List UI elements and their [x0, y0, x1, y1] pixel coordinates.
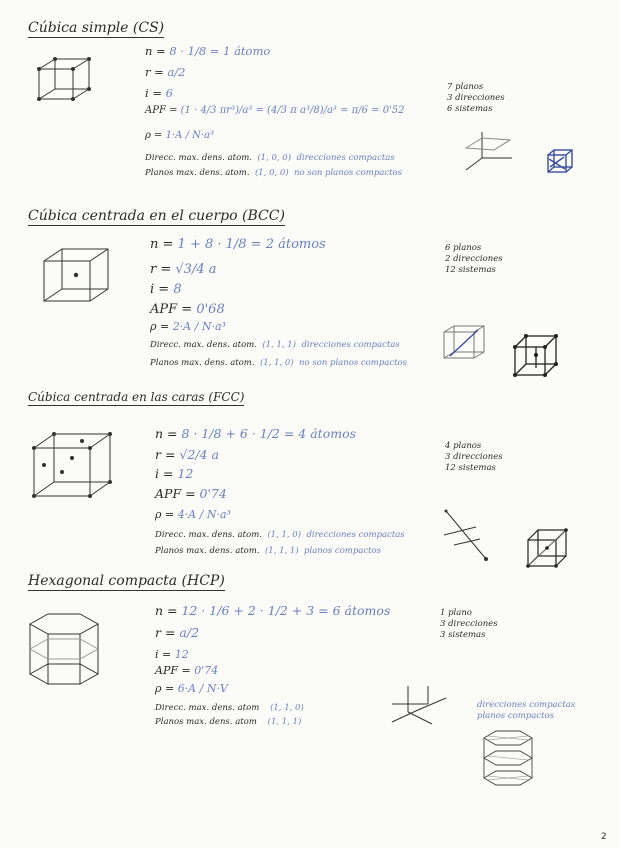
cs-r-row: r = a/2	[145, 65, 186, 79]
section-title-cs: Cúbica simple (CS)	[28, 20, 165, 36]
hcp-direcc-row: Direcc. max. dens. atom (1, 1, 0)	[155, 703, 304, 713]
page-number: 2	[601, 832, 607, 842]
bcc-rho-row: ρ = 2·A / N·a³	[150, 320, 226, 333]
bcc-side-notes: 6 planos 2 direcciones 12 sistemas	[445, 243, 503, 275]
fcc-side-notes: 4 planos 3 direcciones 12 sistemas	[445, 441, 503, 473]
fcc-directions-sketch	[440, 505, 492, 565]
fcc-r-row: r = √2/4 a	[155, 447, 219, 462]
hcp-cell-sketch	[22, 610, 104, 692]
bcc-direcc-row: Direcc. max. dens. atom. (1, 1, 1) direcciones compactas	[150, 340, 400, 350]
section-title-hcp: Hexagonal compacta (HCP)	[28, 573, 225, 589]
hcp-directions-sketch	[388, 682, 458, 727]
hcp-n-row: n = 12 · 1/6 + 2 · 1/2 + 3 = 6 átomos	[155, 603, 391, 618]
hcp-side-notes: 1 plano 3 direcciones 3 sistemas	[440, 608, 498, 640]
hcp-r-row: r = a/2	[155, 625, 200, 640]
cs-apf-row: APF = (1 · 4/3 πr³)/a³ = (4/3 π a³/8)/a³ = π/6 = 0'52	[145, 105, 405, 116]
bcc-planos-row: Planos max. dens. atom. (1, 1, 0) no son planos compactos	[150, 358, 407, 368]
fcc-direcc-row: Direcc. max. dens. atom. (1, 1, 0) direcciones compactas	[155, 530, 405, 540]
cs-cube-blue-sketch	[545, 147, 575, 175]
fcc-n-row: n = 8 · 1/8 + 6 · 1/2 = 4 átomos	[155, 426, 357, 441]
bcc-i-row: i = 8	[150, 282, 182, 297]
bcc-plane-sketch	[440, 322, 490, 362]
cs-planos-row: Planos max. dens. atom. (1, 0, 0) no son planos compactos	[145, 168, 402, 178]
cs-directions-sketch	[460, 128, 520, 173]
cs-i-row: i = 6	[145, 86, 173, 100]
fcc-i-row: i = 12	[155, 466, 194, 481]
fcc-apf-row: APF = 0'74	[155, 486, 227, 501]
section-title-fcc: Cúbica centrada en las caras (FCC)	[28, 390, 245, 404]
bcc-n-row: n = 1 + 8 · 1/8 = 2 átomos	[150, 237, 326, 252]
cs-rho-row: ρ = 1·A / N·a³	[145, 130, 215, 141]
hcp-i-row: i = 12	[155, 648, 189, 661]
cs-n-row: n = 8 · 1/8 = 1 átomo	[145, 44, 271, 58]
fcc-cube-sketch	[525, 527, 570, 569]
cs-direcc-row: Direcc. max. dens. atom. (1, 0, 0) direcciones compactas	[145, 153, 395, 163]
bcc-apf-row: APF = 0'68	[150, 302, 225, 317]
section-title-bcc: Cúbica centrada en el cuerpo (BCC)	[28, 208, 285, 224]
bcc-r-row: r = √3/4 a	[150, 262, 217, 277]
hcp-rho-row: ρ = 6·A / N·V	[155, 682, 228, 695]
bcc-unit-cell-sketch	[40, 245, 115, 305]
fcc-planos-row: Planos max. dens. atom. (1, 1, 1) planos compactos	[155, 546, 382, 556]
fcc-unit-cell-sketch	[30, 430, 115, 500]
cs-side-notes: 7 planos 3 direcciones 6 sistemas	[447, 82, 505, 114]
hcp-stack-sketch	[478, 728, 538, 793]
hcp-extra-note: direcciones compactas planos compactos	[477, 700, 576, 721]
cs-unit-cell-sketch	[35, 55, 95, 105]
fcc-rho-row: ρ = 4·A / N·a³	[155, 508, 231, 521]
hcp-planos-row: Planos max. dens. atom (1, 1, 1)	[155, 717, 302, 727]
hcp-apf-row: APF = 0'74	[155, 664, 219, 677]
bcc-cube-sketch	[512, 333, 560, 378]
